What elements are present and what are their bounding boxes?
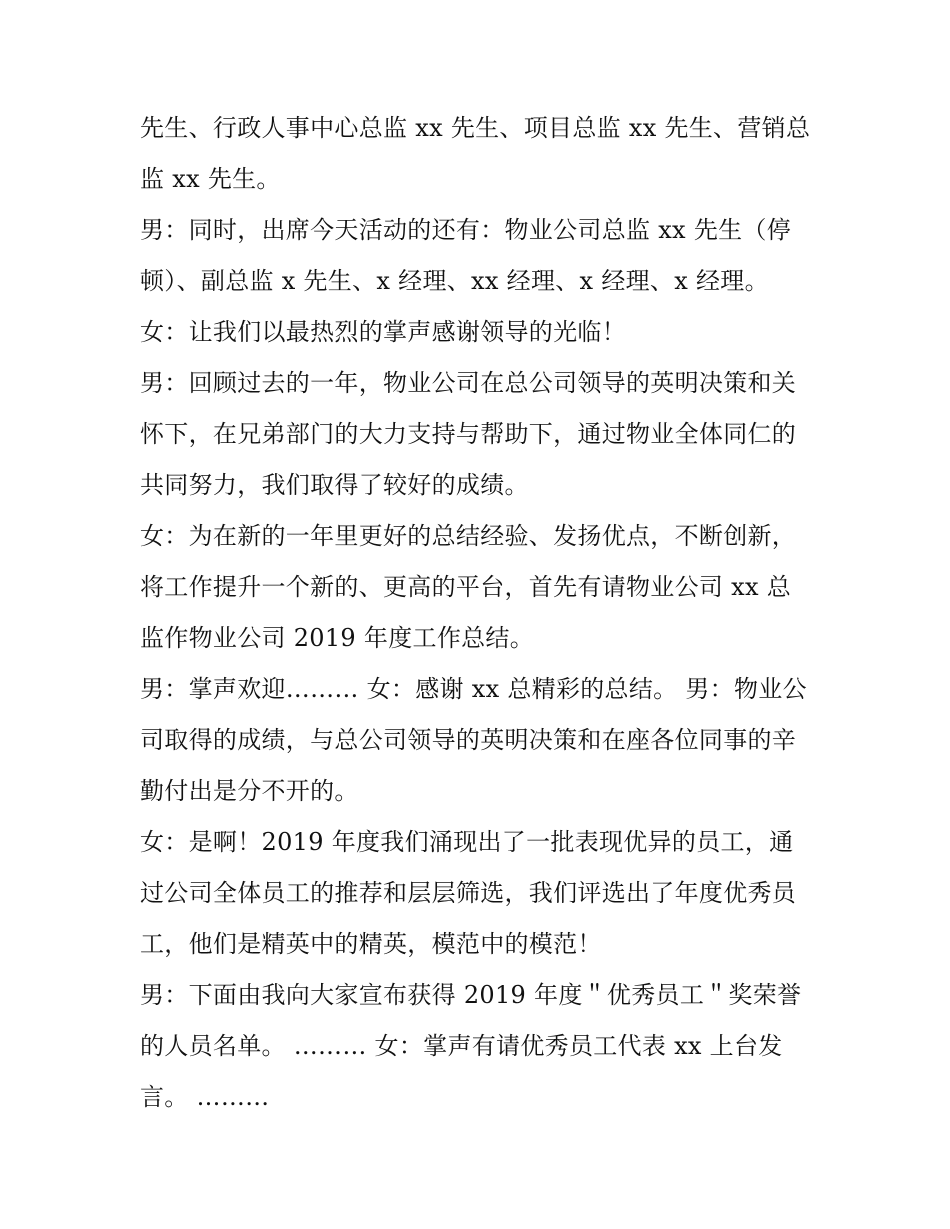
text-line: 共同努力，我们取得了较好的成绩。 [140,471,529,499]
text-line: 女：为在新的一年里更好的总结经验、发扬优点，不断创新， [140,522,797,550]
text-line: 工，他们是精英中的精英，模范中的模范！ [140,930,602,958]
text-line: 男：掌声欢迎……… 女：感谢 xx 总精彩的总结。 男：物业公 [140,675,807,703]
text-line: 将工作提升一个新的、更高的平台，首先有请物业公司 xx 总 [140,573,792,601]
text-line: 男：下面由我向大家宣布获得 2019 年度＂优秀员工＂奖荣誉 [140,981,802,1009]
document-body [140,103,820,1123]
text-line: 男：同时，出席今天活动的还有：物业公司总监 xx 先生（停 [140,216,792,244]
text-line: 先生、行政人事中心总监 xx 先生、项目总监 xx 先生、营销总 [140,114,811,142]
text-line: 言。 ……… [140,1083,270,1111]
text-line: 怀下，在兄弟部门的大力支持与帮助下，通过物业全体同仁的 [140,420,797,448]
text-line: 勤付出是分不开的。 [140,777,359,805]
text-line: 男：回顾过去的一年，物业公司在总公司领导的英明决策和关 [140,369,797,397]
text-line: 顿）、副总监 x 先生、x 经理、xx 经理、x 经理、x 经理。 [140,267,769,295]
text-line: 过公司全体员工的推荐和层层筛选，我们评选出了年度优秀员 [140,879,797,907]
text-line: 监 xx 先生。 [140,165,281,193]
text-line: 女：是啊！2019 年度我们涌现出了一批表现优异的员工，通 [140,828,794,856]
text-line: 司取得的成绩，与总公司领导的英明决策和在座各位同事的辛 [140,726,797,754]
text-line: 监作物业公司 2019 年度工作总结。 [140,624,535,652]
text-line: 女：让我们以最热烈的掌声感谢领导的光临！ [140,318,626,346]
text-line: 的人员名单。 ……… 女：掌声有请优秀员工代表 xx 上台发 [140,1032,783,1060]
